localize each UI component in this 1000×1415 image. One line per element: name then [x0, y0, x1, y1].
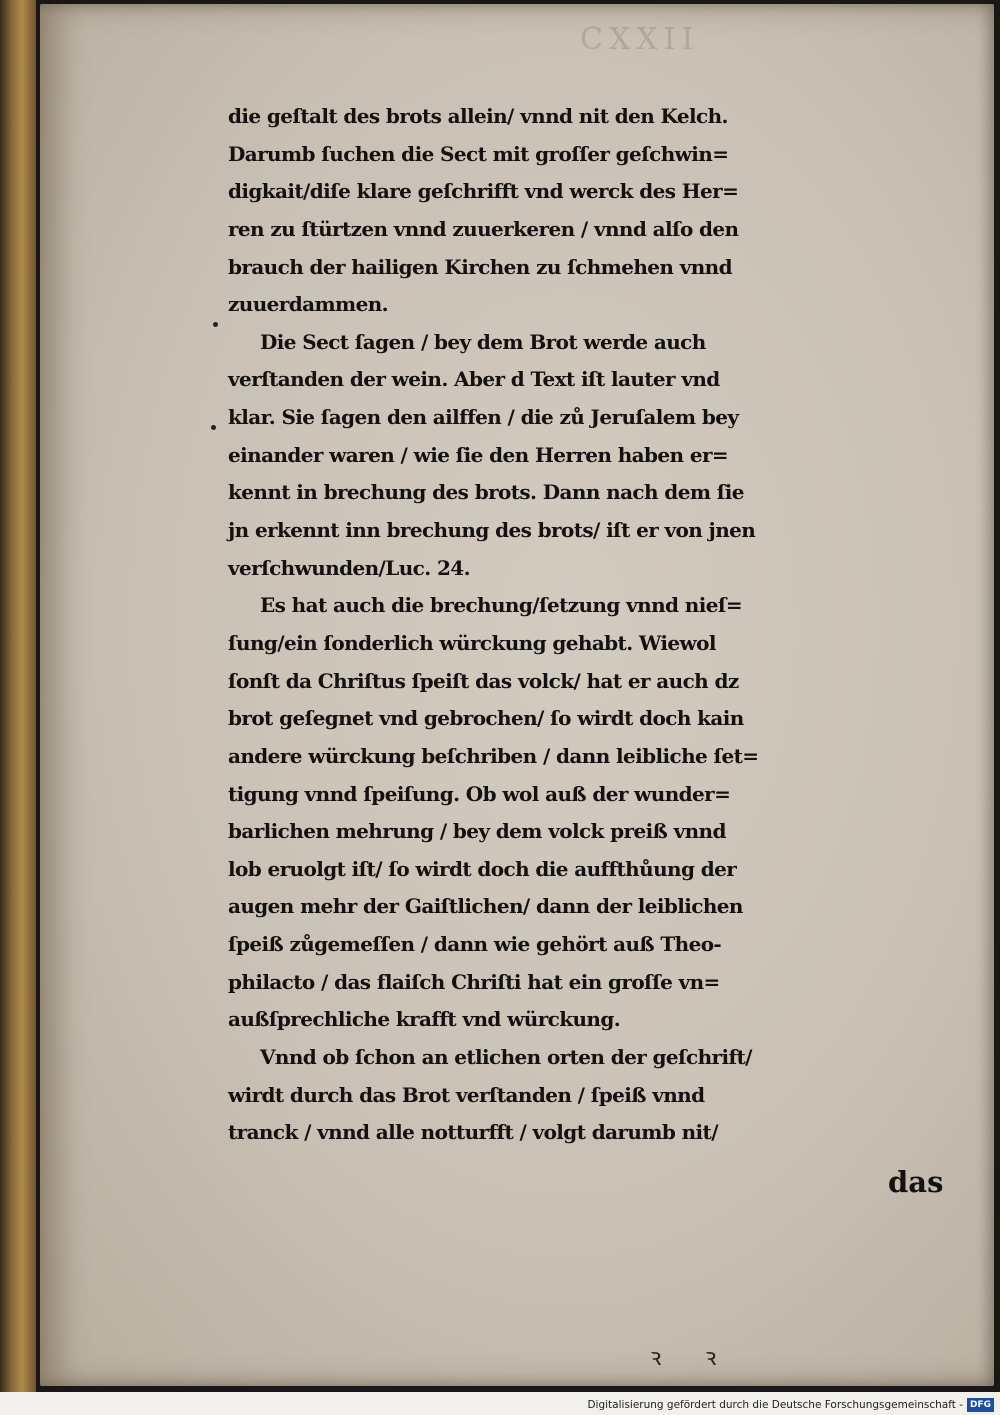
text-line: außſprechliche krafft vnd würckung. [228, 1007, 621, 1032]
text-line: verſchwunden/Luc. 24. [228, 555, 470, 580]
text-line: einander waren / wie ſie den Herren haben er= [228, 442, 729, 467]
text-line: wirdt durch das Brot verſtanden / ſpeiß vnnd [228, 1082, 705, 1107]
running-head-bleed: CXXII [580, 22, 700, 57]
text-line: kennt in brechung des brots. Dann nach dem ſie [228, 480, 744, 505]
margin-mark [211, 425, 216, 430]
footer-credit: Digitalisierung gefördert durch die Deutsche Forschungsgemeinschaft - [587, 1399, 963, 1411]
text-line: Darumb ſuchen die Sect mit groſſer geſchwin= [228, 141, 729, 166]
text-line: ſung/ein ſonderlich würckung gehabt. Wiewol [228, 630, 716, 655]
text-line: brauch der hailigen Kirchen zu ſchmehen vnnd [228, 254, 733, 279]
text-line: digkait/diſe klare geſchrifft vnd werck des Her= [228, 179, 739, 204]
signature-mark: ꝛ ꝛ [650, 1343, 735, 1371]
margin-mark [213, 322, 218, 327]
text-line: tranck / vnnd alle notturfft / volgt darumb nit/ [228, 1120, 718, 1145]
text-line: Vnnd ob ſchon an etlichen orten der geſchrift/ [260, 1045, 752, 1070]
text-line: zuuerdammen. [228, 292, 388, 317]
text-line: jn erkennt inn brechung des brots/ iſt er von jnen [228, 518, 756, 543]
text-line: tigung vnnd ſpeiſung. Ob wol auß der wunder= [228, 781, 731, 806]
text-line: ſonſt da Chriſtus ſpeiſt das volck/ hat er auch dz [228, 668, 739, 693]
text-line: Es hat auch die brechung/ſetzung vnnd nieſ= [260, 593, 742, 618]
dfg-logo-icon[interactable]: DFG [967, 1398, 994, 1412]
text-line: ſpeiß zůgemeſſen / dann wie gehört auß Theo- [228, 932, 722, 957]
text-line: verſtanden der wein. Aber d Text iſt lauter vnd [228, 367, 720, 392]
text-line: philacto / das flaiſch Chriſti hat ein groſſe vn= [228, 969, 720, 994]
body-text [228, 98, 948, 1152]
catchword: das [888, 1165, 944, 1199]
footer [587, 1397, 994, 1413]
text-line: die geſtalt des brots allein/ vnnd nit den Kelch. [228, 104, 728, 128]
text-line: augen mehr der Gaiſtlichen/ dann der leiblichen [228, 894, 743, 919]
text-line: lob eruolgt iſt/ ſo wirdt doch die auffthůung der [228, 856, 737, 881]
text-line: barlichen mehrung / bey dem volck preiß vnnd [228, 819, 726, 844]
text-line: klar. Sie ſagen den ailffen / die zů Jeruſalem bey [228, 405, 739, 430]
text-line: brot geſegnet vnd gebrochen/ ſo wirdt doch kain [228, 706, 744, 731]
book-spine [0, 0, 36, 1392]
text-line: andere würckung beſchriben / dann leibliche ſet= [228, 743, 759, 768]
text-line: Die Sect ſagen / bey dem Brot werde auch [260, 329, 706, 354]
text-line: ren zu ſtürtzen vnnd zuuerkeren / vnnd alſo den [228, 216, 739, 241]
